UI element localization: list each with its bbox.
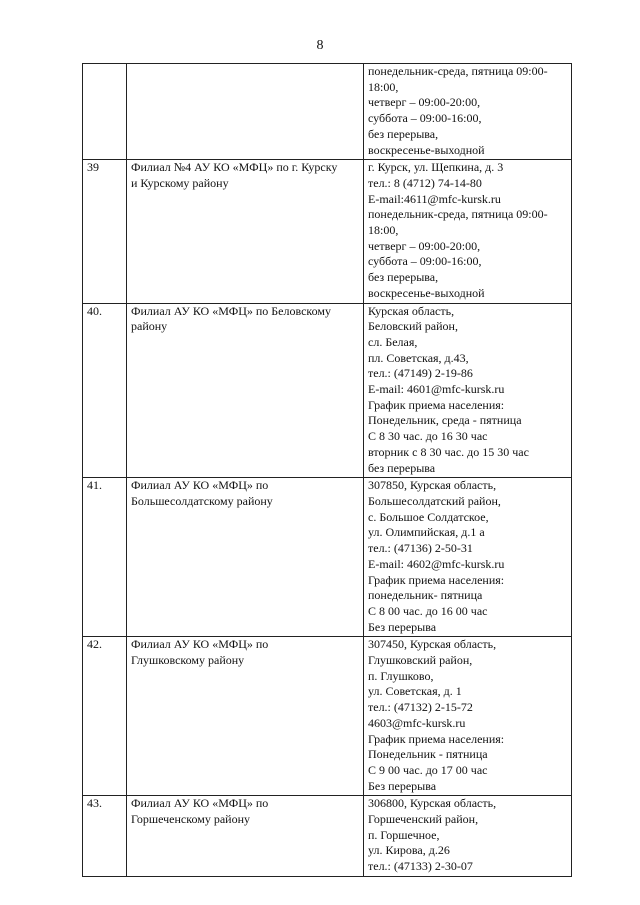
table-body [83, 64, 572, 877]
page-number: 8 [316, 38, 324, 53]
contact-info-line: суббота – 09:00-16:00, [368, 111, 482, 126]
table-row [83, 478, 572, 637]
row-number: 41. [87, 478, 102, 493]
table-row [83, 64, 572, 160]
contact-info-line: График приема населения: [368, 731, 505, 746]
row-number: 42. [87, 637, 102, 652]
contact-info-line: с. Большое Солдатское, [368, 509, 489, 524]
contact-info-line: 18:00, [368, 79, 399, 94]
contact-info-line: тел.: (47149) 2-19-86 [368, 366, 473, 381]
branch-contact-cell [364, 637, 572, 796]
contact-info-line: без перерыва, [368, 270, 439, 285]
contact-info-line: E-mail:4611@mfc-kursk.ru [368, 191, 501, 206]
branch-name-cell [127, 637, 364, 796]
contact-info-line: 18:00, [368, 223, 399, 238]
branch-name-line: Филиал АУ КО «МФЦ» по [131, 478, 269, 493]
contact-info-line: воскресенье-выходной [368, 285, 485, 300]
branch-contact-cell [364, 160, 572, 303]
branch-name-cell [127, 160, 364, 303]
contact-info-line: 307450, Курская область, [368, 637, 497, 652]
branch-name-line: Глушковскому району [131, 653, 245, 668]
contact-info-line: Без перерыва [368, 778, 437, 793]
contact-info-line: Горшеченский район, [368, 812, 479, 827]
contact-info-line: Понедельник - пятница [368, 747, 488, 762]
branch-name-line: Филиал АУ КО «МФЦ» по [131, 796, 269, 811]
contact-info-line: Глушковский район, [368, 653, 473, 668]
contact-info-line: С 9 00 час. до 17 00 час [368, 762, 488, 777]
row-number-cell [83, 160, 127, 303]
contact-info-line: тел.: (47132) 2-15-72 [368, 700, 473, 715]
table-row [83, 160, 572, 303]
contact-info-line: 306800, Курская область, [368, 796, 497, 811]
contact-info-line: E-mail: 4601@mfc-kursk.ru [368, 382, 505, 397]
contact-info-line: четверг – 09:00-20:00, [368, 95, 481, 110]
contact-info-line: п. Горшечное, [368, 827, 440, 842]
contact-info-line: С 8 00 час. до 16 00 час [368, 603, 488, 618]
contact-info-line: без перерыва [368, 460, 436, 475]
contact-info-line: Большесолдатский район, [368, 493, 501, 508]
contact-info-line: без перерыва, [368, 126, 439, 141]
contact-info-line: Курская область, [368, 303, 455, 318]
contact-info-line: понедельник-среда, пятница 09:00- [368, 207, 548, 222]
row-number-cell [83, 64, 127, 160]
contact-info-line: ул. Кирова, д.26 [368, 843, 450, 858]
row-number: 40. [87, 303, 102, 318]
row-number-cell [83, 478, 127, 637]
branch-contact-cell [364, 303, 572, 478]
branch-contact-cell [364, 796, 572, 877]
contact-info-line: понедельник- пятница [368, 588, 483, 603]
contact-info-line: понедельник-среда, пятница 09:00- [368, 64, 548, 78]
contact-info-line: Понедельник, среда - пятница [368, 413, 522, 428]
contact-info-line: сл. Белая, [368, 334, 418, 349]
branch-name-line: Филиал АУ КО «МФЦ» по [131, 637, 269, 652]
contact-info-line: суббота – 09:00-16:00, [368, 254, 482, 269]
contact-info-line: E-mail: 4602@mfc-kursk.ru [368, 556, 505, 571]
branch-name-line: Большесолдатскому району [131, 493, 273, 508]
contact-info-line: тел.: (47133) 2-30-07 [368, 859, 473, 874]
contact-info-line: 307850, Курская область, [368, 478, 497, 493]
branch-name-line: Филиал АУ КО «МФЦ» по Беловскому [131, 303, 332, 318]
contact-info-line: График приема населения: [368, 397, 505, 412]
contact-info-line: ул. Олимпийская, д.1 а [368, 525, 485, 540]
table-row [83, 637, 572, 796]
contact-info-line: тел.: 8 (4712) 74-14-80 [368, 175, 482, 190]
branch-name-cell [127, 478, 364, 637]
row-number: 39 [87, 160, 99, 175]
contact-info-line: г. Курск, ул. Щепкина, д. 3 [368, 160, 504, 175]
contact-info-line: вторник с 8 30 час. до 15 30 час [368, 444, 529, 459]
table-row [83, 303, 572, 478]
table-row [83, 796, 572, 877]
contact-info-line: График приема населения: [368, 572, 505, 587]
branch-name-line: Горшеченскому району [131, 812, 251, 827]
branch-contact-cell [364, 64, 572, 160]
contact-info-line: п. Глушково, [368, 668, 434, 683]
branch-name-cell [127, 796, 364, 877]
row-number-cell [83, 796, 127, 877]
contact-info-line: воскресенье-выходной [368, 142, 485, 157]
branch-name-line: району [131, 319, 168, 334]
contact-info-line: Без перерыва [368, 619, 437, 634]
branch-contact-cell [364, 478, 572, 637]
contact-info-line: четверг – 09:00-20:00, [368, 238, 481, 253]
row-number-cell [83, 303, 127, 478]
row-number: 43. [87, 796, 102, 811]
contact-info-line: пл. Советская, д.43, [368, 350, 469, 365]
contact-info-line: 4603@mfc-kursk.ru [368, 715, 466, 730]
contact-info-line: ул. Советская, д. 1 [368, 684, 462, 699]
contact-info-line: С 8 30 час. до 16 30 час [368, 429, 488, 444]
branch-name-line: и Курскому району [131, 175, 229, 190]
branch-name-cell [127, 303, 364, 478]
row-number-cell [83, 637, 127, 796]
mfc-branches-table [82, 63, 572, 877]
branch-name-line: Филиал №4 АУ КО «МФЦ» по г. Курску [131, 160, 338, 175]
contact-info-line: Беловский район, [368, 319, 458, 334]
branch-name-cell [127, 64, 364, 160]
contact-info-line: тел.: (47136) 2-50-31 [368, 541, 473, 556]
